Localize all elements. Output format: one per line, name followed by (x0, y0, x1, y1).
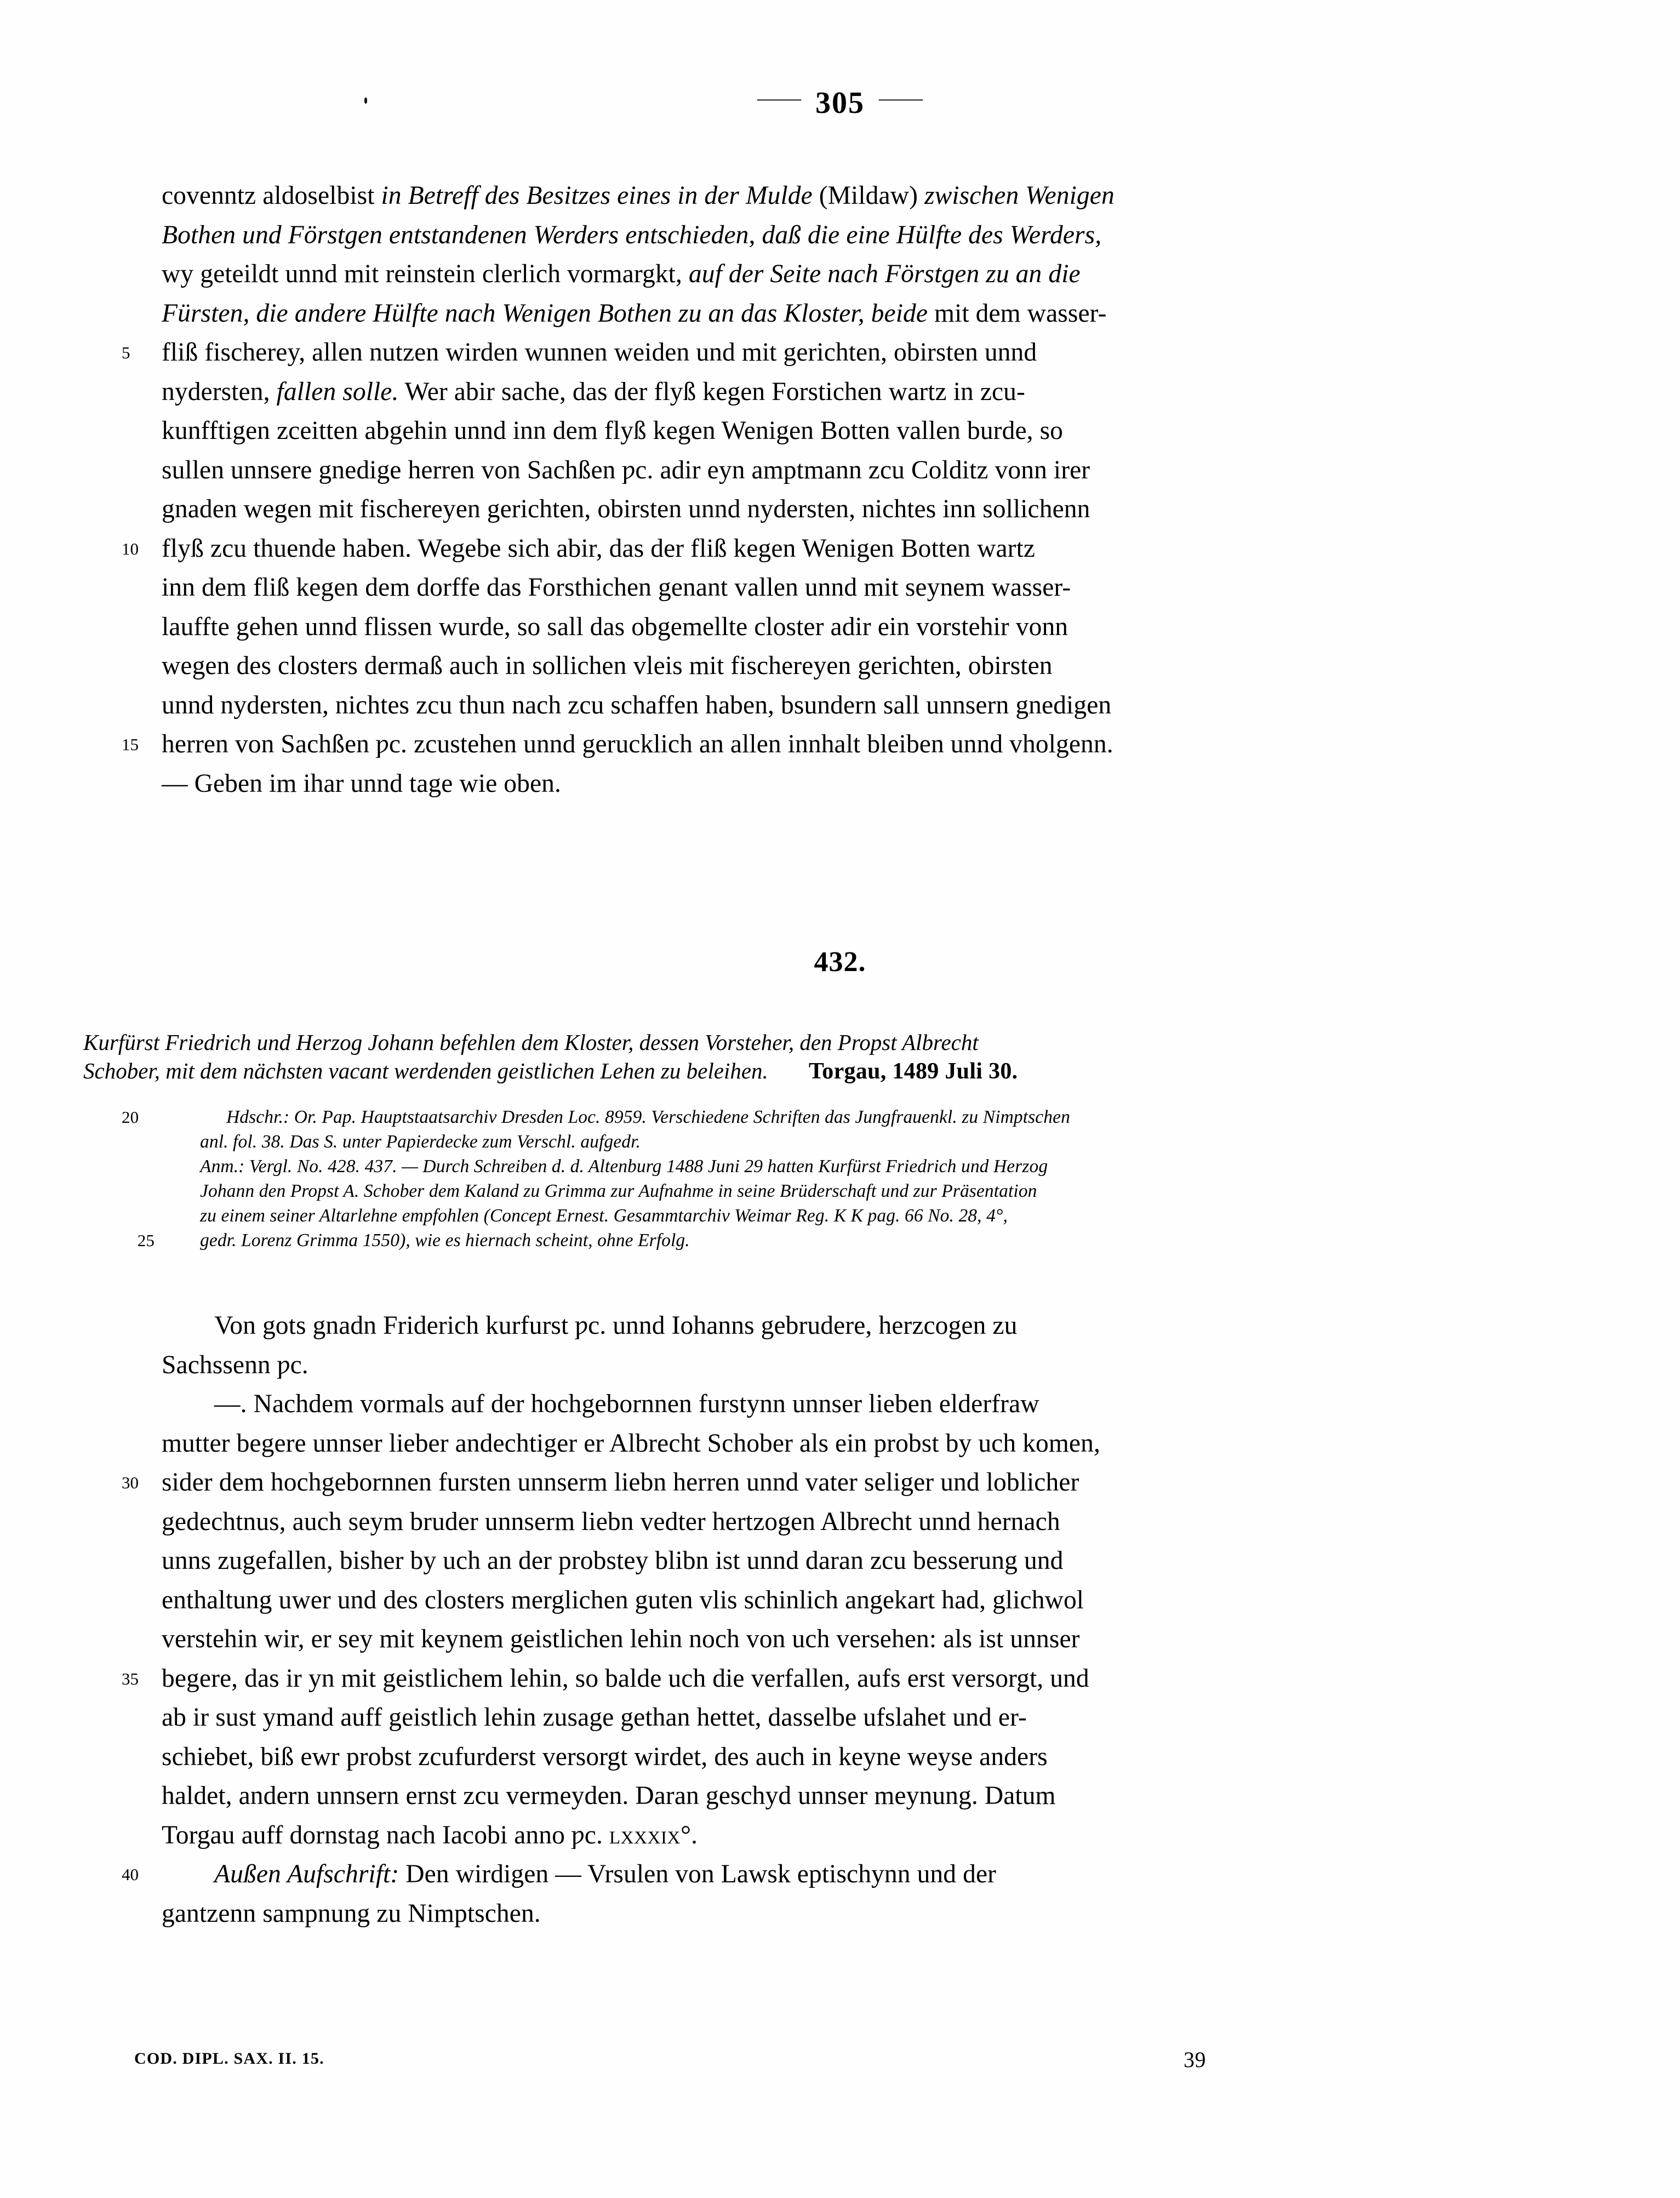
text-run-roman: (Mildaw) (819, 181, 924, 210)
text-line (162, 255, 1397, 294)
text-run-roman: herren von Sachßen ƿc. zcustehen unnd gerucklich an allen innhalt bleiben unnd vholgenn. (162, 730, 1113, 758)
text-run-roman: sider dem hochgebornnen fursten unnserm liebn herren unnd vater seliger und loblicher (162, 1468, 1079, 1497)
text-line (162, 412, 1397, 451)
text-run-roman: schiebet, biß ewr probst zcufurderst versorgt wirdet, des auch in keyne weyse anders (162, 1742, 1048, 1771)
text-run-roman: begere, das ir yn mit geistlichem lehin, so balde uch die verfallen, aufs erst versorgt, und (162, 1664, 1089, 1693)
text-line (162, 1542, 1397, 1581)
text-line (162, 294, 1397, 334)
text-line (162, 1581, 1397, 1620)
line-number: 40 (122, 1865, 139, 1884)
text-line (162, 1620, 1397, 1659)
text-line (122, 725, 1397, 764)
text-run-roman: kunfftigen zceitten abgehin unnd inn dem flyß kegen Wenigen Botten vallen burde, so (162, 416, 1064, 445)
regest-line-2-text: Schober, mit dem nächsten vacant werdenden geistlichen Lehen zu beleihen. (83, 1058, 768, 1083)
line-number: 20 (122, 1107, 139, 1127)
text-line (162, 764, 1397, 804)
text-run-italic: Fürsten, die andere Hülfte nach Wenigen Bothen zu an das Kloster, beide (162, 299, 935, 328)
regest-line-2 (83, 1057, 1397, 1086)
text-line (122, 1463, 1397, 1503)
text-run-roman: enthaltung uwer und des closters merglichen guten vlis schinlich angekart had, glichwol (162, 1585, 1084, 1614)
text-run-roman: covenntz aldoselbist (162, 181, 381, 210)
regest-432 (83, 1028, 1397, 1086)
text-run-roman: Sachssenn ƿc. (162, 1350, 308, 1379)
text-run-roman: gnaden wegen mit fischereyen gerichten, obirsten unnd nydersten, nichtes inn sollichenn (162, 495, 1090, 523)
text-line (162, 1424, 1397, 1464)
text-line (162, 1698, 1397, 1738)
apparatus-text: Johann den Propst A. Schober dem Kaland zu Grimma zur Aufnahme in seine Brüderschaft und zur Präsentation (200, 1181, 1037, 1201)
text-run-roman: ab ir sust ymand auff geistlich lehin zusage gethan hettet, dasselbe ufslahet und er- (162, 1703, 1027, 1732)
text-run-roman: inn dem fliß kegen dem dorffe das Forsthichen genant vallen unnd mit seynem wasser- (162, 573, 1071, 602)
text-run-roman: sullen unnsere gnedige herren von Sachßen ƿc. adir eyn amptmann zcu Colditz vonn irer (162, 455, 1090, 484)
text-run-roman: verstehin wir, er sey mit keynem geistlichen lehin noch von uch versehen: als ist unnser (162, 1625, 1080, 1653)
apparatus-line (122, 1105, 1397, 1129)
apparatus-line (162, 1154, 1397, 1179)
apparatus-line (162, 1129, 1397, 1154)
text-run-italic: in Betreff des Besitzes eines in der Mulde (381, 181, 819, 210)
text-run-roman: wy geteildt unnd mit reinstein clerlich vormargkt, (162, 260, 689, 288)
text-run-roman: wegen des closters dermaß auch in sollichen vleis mit fischereyen gerichten, obirsten (162, 652, 1053, 680)
text-run-roman: unns zugefallen, bisher by uch an der probstey blibn ist unnd daran zcu besserung und (162, 1546, 1064, 1575)
regest-date: Torgau, 1489 Juli 30. (808, 1059, 1018, 1084)
text-run-roman: —. Nachdem vormals auf der hochgebornnen furstynn unnser lieben elderfraw (214, 1390, 1039, 1418)
text-line (162, 608, 1397, 647)
text-line (162, 1503, 1397, 1542)
text-line (122, 1855, 1397, 1894)
text-line (122, 333, 1397, 373)
text-run-roman: °. (680, 1820, 698, 1849)
footer-signature-number: 39 (1184, 2047, 1206, 2072)
text-run-roman: mit dem wasser- (934, 299, 1107, 328)
apparatus-line (162, 1203, 1397, 1228)
running-head (0, 85, 1680, 121)
charter-text-431 (122, 176, 1397, 803)
text-line (162, 176, 1397, 216)
text-line (162, 490, 1397, 529)
text-line (162, 1894, 1397, 1934)
apparatus-432 (122, 1105, 1397, 1253)
text-run-roman: fliß fischerey, allen nutzen wirden wunnen weiden und mit gerichten, obirsten unnd (162, 338, 1037, 367)
line-number: 25 (137, 1231, 155, 1250)
apparatus-line (162, 1179, 1397, 1203)
text-run-roman: unnd nydersten, nichtes zcu thun nach zcu schaffen haben, bsundern sall unnsern gnedigen (162, 690, 1112, 720)
regest-line-1: Kurfürst Friedrich und Herzog Johann befehlen dem Kloster, dessen Vorsteher, den Propst Albrecht (83, 1030, 979, 1055)
text-run-italic: auf der Seite nach Förstgen zu an die (688, 260, 1081, 288)
line-number: 10 (122, 539, 139, 558)
text-run-roman: lauffte gehen unnd flissen wurde, so sall das obgemellte closter adir ein vorstehir vonn (162, 612, 1068, 641)
text-run-roman: mutter begere unnser lieber andechtiger er Albrecht Schober als ein probst by uch komen, (162, 1429, 1100, 1458)
text-line (122, 1659, 1397, 1699)
apparatus-text: anl. fol. 38. Das S. unter Papierdecke zum Verschl. aufgedr. (200, 1132, 641, 1152)
apparatus-text: gedr. Lorenz Grimma 1550), wie es hiernach scheint, ohne Erfolg. (200, 1230, 690, 1251)
text-run-smallcaps: lxxxix (609, 1820, 681, 1849)
text-run-roman: flyß zcu thuende haben. Wegebe sich abir, das der fliß kegen Wenigen Botten wartz (162, 534, 1036, 563)
text-run-italic: zwischen Wenigen (924, 181, 1115, 210)
text-run-roman: Von gots gnadn Friderich kurfurst ƿc. unnd Iohanns gebrudere, herzcogen zu (214, 1311, 1018, 1340)
text-run-roman: haldet, andern unnsern ernst zcu vermeyden. Daran geschyd unnser meynung. Datum (162, 1782, 1056, 1810)
text-line (162, 686, 1397, 726)
text-run-roman: gantzenn sampnung zu Nimptschen. (162, 1899, 541, 1928)
rule-right: —— (879, 85, 923, 110)
text-run-roman: Torgau auff dornstag nach Iacobi anno ƿc. (162, 1820, 609, 1849)
page-number: 305 (815, 86, 865, 120)
line-number: 30 (122, 1473, 139, 1492)
text-run-italic: Außen Aufschrift: (214, 1860, 406, 1888)
line-number: 15 (122, 735, 139, 754)
section-number-432: 432. (814, 946, 866, 978)
text-line (162, 1346, 1397, 1385)
text-run-italic: Bothen und Förstgen entstandenen Werders entschieden, daß die eine Hülfte des Werders, (162, 220, 1102, 249)
apparatus-text: Anm.: Vergl. No. 428. 437. — Durch Schreiben d. d. Altenburg 1488 Juni 29 hatten Kurfürst Friedrich und Herzog (200, 1156, 1048, 1177)
text-line (162, 451, 1397, 490)
line-number: 35 (122, 1669, 139, 1688)
text-line (162, 1306, 1397, 1346)
footer-series-label: COD. DIPL. SAX. II. 15. (134, 2049, 324, 2068)
text-line (162, 1777, 1397, 1816)
apparatus-line (137, 1228, 1397, 1253)
text-run-roman: Wer abir sache, das der flyß kegen Forstichen wartz in zcu- (398, 377, 1025, 406)
text-line (122, 529, 1397, 569)
text-run-roman: gedechtnus, auch seym bruder unnserm liebn vedter hertzogen Albrecht unnd hernach (162, 1507, 1060, 1536)
rule-left: —— (757, 85, 801, 110)
apparatus-text: Hdschr.: Or. Pap. Hauptstaatsarchiv Dresden Loc. 8959. Verschiedene Schriften das Jungfrauenkl. zu Nimptschen (226, 1107, 1070, 1127)
text-run-roman: — Geben im ihar unnd tage wie oben. (162, 769, 561, 798)
text-line (162, 1385, 1397, 1424)
charter-text-432 (122, 1306, 1397, 1933)
line-number: 5 (122, 343, 130, 362)
text-line (162, 647, 1397, 686)
apparatus-text: zu einem seiner Altarlehne empfohlen (Concept Ernest. Gesammtarchiv Weimar Reg. K K pag. 66 No. 28, 4°, (200, 1206, 1008, 1226)
text-line (162, 216, 1397, 255)
text-run-italic: fallen solle. (276, 377, 399, 406)
text-line (162, 373, 1397, 412)
text-line (162, 568, 1397, 608)
text-run-roman: Den wirdigen — Vrsulen von Lawsk eptischynn und der (405, 1860, 997, 1888)
text-run-roman: nydersten, (162, 377, 277, 406)
text-line (162, 1816, 1397, 1856)
text-line (162, 1738, 1397, 1777)
